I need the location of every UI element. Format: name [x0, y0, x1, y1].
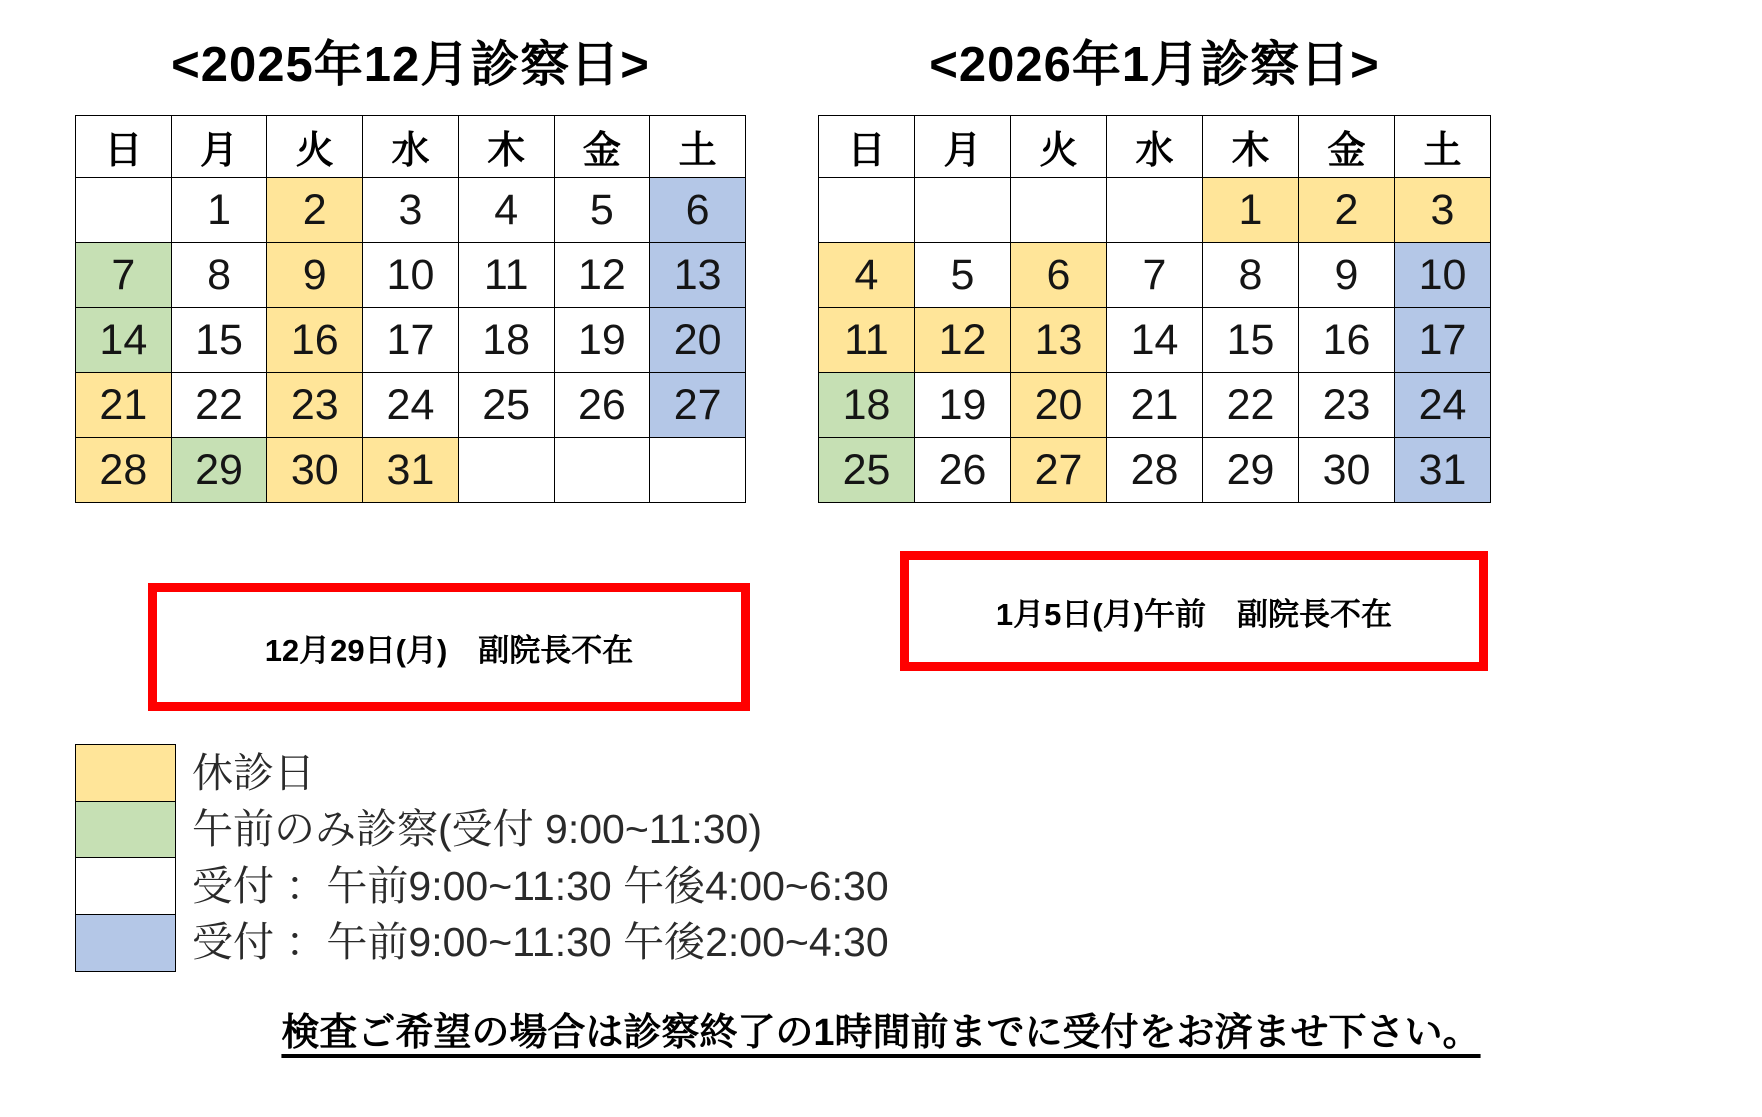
- legend-row: [75, 801, 889, 859]
- day-cell-closed: 2: [1299, 178, 1395, 243]
- day-cell-regular: 7: [1107, 243, 1203, 308]
- weekday-header: 火: [1011, 116, 1107, 178]
- empty-day-cell: [76, 178, 172, 243]
- day-cell-alt-hours: 24: [1395, 373, 1491, 438]
- calendar-week-row: [819, 308, 1491, 373]
- empty-day-cell: [554, 438, 650, 503]
- january-absence-notice: [900, 551, 1488, 671]
- december-absence-notice-text: 12月29日(月) 副院長不在: [264, 632, 634, 668]
- calendar-week-row: [819, 438, 1491, 503]
- day-cell-regular: 22: [1203, 373, 1299, 438]
- weekday-header: 土: [650, 116, 746, 178]
- day-cell-morning-only: 29: [171, 438, 267, 503]
- day-cell-alt-hours: 10: [1395, 243, 1491, 308]
- legend-swatch-morning: [75, 801, 176, 859]
- day-cell-regular: 19: [915, 373, 1011, 438]
- calendar-week-row: [76, 438, 746, 503]
- calendar-week-row: [76, 308, 746, 373]
- weekday-header: 月: [915, 116, 1011, 178]
- day-cell-regular: 19: [554, 308, 650, 373]
- legend-label: 受付 ：午前9:00~11:30 午後4:00~6:30: [192, 862, 889, 909]
- day-cell-regular: 29: [1203, 438, 1299, 503]
- day-cell-closed: 31: [363, 438, 459, 503]
- day-cell-closed: 11: [819, 308, 915, 373]
- weekday-header: 金: [554, 116, 650, 178]
- day-cell-closed: 4: [819, 243, 915, 308]
- day-cell-closed: 3: [1395, 178, 1491, 243]
- day-cell-regular: 15: [1203, 308, 1299, 373]
- exam-reception-note-text: 検査ご希望の場合は診察終了の1時間前までに受付をお済ませ下さい。: [281, 1012, 1481, 1054]
- day-cell-closed: 1: [1203, 178, 1299, 243]
- legend-row: [75, 857, 889, 915]
- day-cell-closed: 28: [76, 438, 172, 503]
- january-absence-notice-text: 1月5日(月)午前 副院長不在: [995, 596, 1393, 632]
- weekday-header-row: [819, 116, 1491, 178]
- empty-day-cell: [1107, 178, 1203, 243]
- weekday-header: 木: [458, 116, 554, 178]
- color-legend: [75, 744, 889, 972]
- day-cell-closed: 23: [267, 373, 363, 438]
- day-cell-alt-hours: 6: [650, 178, 746, 243]
- weekday-header: 水: [1107, 116, 1203, 178]
- day-cell-regular: 26: [915, 438, 1011, 503]
- legend-swatch-closed: [75, 744, 176, 802]
- legend-swatch-alt: [75, 914, 176, 972]
- legend-row: [75, 744, 889, 802]
- day-cell-closed: 20: [1011, 373, 1107, 438]
- day-cell-closed: 27: [1011, 438, 1107, 503]
- empty-day-cell: [1011, 178, 1107, 243]
- legend-label: 受付 ：午前9:00~11:30 午後2:00~4:30: [192, 919, 889, 965]
- legend-label: 午前のみ診察(受付 9:00~11:30): [192, 806, 762, 852]
- day-cell-alt-hours: 27: [650, 373, 746, 438]
- weekday-header: 月: [171, 116, 267, 178]
- december-absence-notice: [148, 583, 750, 711]
- day-cell-regular: 8: [1203, 243, 1299, 308]
- legend-swatch-regular: [75, 857, 176, 915]
- day-cell-regular: 8: [171, 243, 267, 308]
- day-cell-regular: 18: [458, 308, 554, 373]
- weekday-header: 土: [1395, 116, 1491, 178]
- day-cell-closed: 12: [915, 308, 1011, 373]
- weekday-header: 日: [76, 116, 172, 178]
- day-cell-alt-hours: 20: [650, 308, 746, 373]
- december-calendar-table: [75, 115, 746, 503]
- exam-reception-note: [0, 1001, 1762, 1056]
- december-calendar-title: <2025年12月診察日>: [171, 38, 650, 92]
- calendar-week-row: [76, 373, 746, 438]
- day-cell-regular: 10: [363, 243, 459, 308]
- day-cell-regular: 1: [171, 178, 267, 243]
- weekday-header: 火: [267, 116, 363, 178]
- day-cell-morning-only: 25: [819, 438, 915, 503]
- weekday-header-row: [76, 116, 746, 178]
- weekday-header: 木: [1203, 116, 1299, 178]
- legend-row: [75, 914, 889, 972]
- calendar-week-row: [76, 243, 746, 308]
- empty-day-cell: [650, 438, 746, 503]
- day-cell-closed: 30: [267, 438, 363, 503]
- day-cell-morning-only: 7: [76, 243, 172, 308]
- day-cell-regular: 4: [458, 178, 554, 243]
- day-cell-alt-hours: 13: [650, 243, 746, 308]
- day-cell-closed: 2: [267, 178, 363, 243]
- day-cell-regular: 14: [1107, 308, 1203, 373]
- day-cell-morning-only: 18: [819, 373, 915, 438]
- calendar-week-row: [76, 178, 746, 243]
- january-calendar-title: <2026年1月診察日>: [929, 38, 1380, 92]
- empty-day-cell: [458, 438, 554, 503]
- weekday-header: 金: [1299, 116, 1395, 178]
- day-cell-closed: 6: [1011, 243, 1107, 308]
- day-cell-regular: 30: [1299, 438, 1395, 503]
- day-cell-alt-hours: 17: [1395, 308, 1491, 373]
- day-cell-regular: 15: [171, 308, 267, 373]
- day-cell-closed: 21: [76, 373, 172, 438]
- empty-day-cell: [915, 178, 1011, 243]
- day-cell-closed: 9: [267, 243, 363, 308]
- day-cell-closed: 16: [267, 308, 363, 373]
- calendar-week-row: [819, 178, 1491, 243]
- legend-label: 休診日: [192, 749, 315, 796]
- day-cell-closed: 13: [1011, 308, 1107, 373]
- empty-day-cell: [819, 178, 915, 243]
- day-cell-alt-hours: 31: [1395, 438, 1491, 503]
- day-cell-regular: 21: [1107, 373, 1203, 438]
- january-calendar-table: [818, 115, 1491, 503]
- day-cell-regular: 17: [363, 308, 459, 373]
- day-cell-regular: 26: [554, 373, 650, 438]
- day-cell-regular: 3: [363, 178, 459, 243]
- calendar-week-row: [819, 373, 1491, 438]
- day-cell-regular: 22: [171, 373, 267, 438]
- day-cell-regular: 24: [363, 373, 459, 438]
- day-cell-regular: 9: [1299, 243, 1395, 308]
- calendar-week-row: [819, 243, 1491, 308]
- weekday-header: 水: [363, 116, 459, 178]
- day-cell-regular: 11: [458, 243, 554, 308]
- day-cell-regular: 5: [554, 178, 650, 243]
- day-cell-regular: 23: [1299, 373, 1395, 438]
- day-cell-regular: 16: [1299, 308, 1395, 373]
- weekday-header: 日: [819, 116, 915, 178]
- day-cell-regular: 28: [1107, 438, 1203, 503]
- day-cell-morning-only: 14: [76, 308, 172, 373]
- day-cell-regular: 25: [458, 373, 554, 438]
- day-cell-regular: 5: [915, 243, 1011, 308]
- day-cell-regular: 12: [554, 243, 650, 308]
